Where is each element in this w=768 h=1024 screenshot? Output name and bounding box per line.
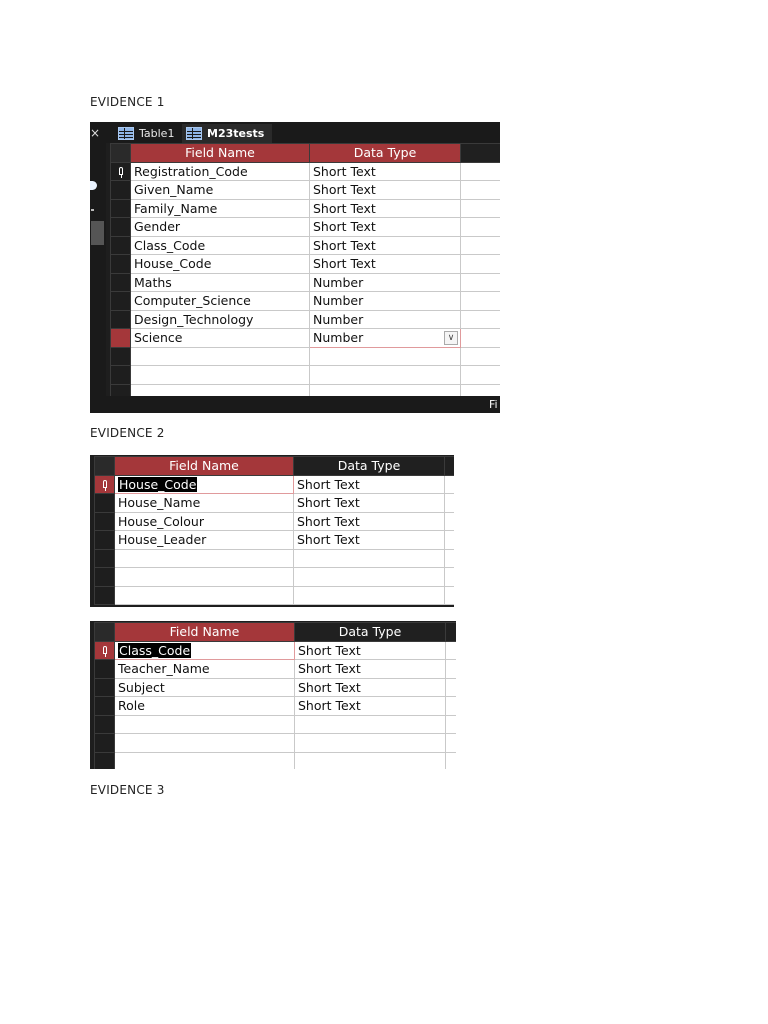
table-design-grid bbox=[110, 143, 500, 403]
row-selector[interactable] bbox=[95, 752, 115, 769]
row-selector[interactable] bbox=[111, 292, 131, 311]
table-row[interactable] bbox=[95, 641, 457, 660]
table-row[interactable] bbox=[111, 329, 501, 348]
field-name-cell[interactable] bbox=[115, 475, 294, 494]
data-type-cell[interactable] bbox=[295, 715, 446, 734]
data-type-text: Short Text bbox=[313, 163, 376, 179]
description-cell[interactable] bbox=[446, 641, 457, 660]
table-row[interactable] bbox=[95, 512, 455, 531]
data-type-text: Short Text bbox=[298, 642, 361, 658]
row-selector[interactable] bbox=[111, 273, 131, 292]
row-selector[interactable] bbox=[95, 586, 115, 605]
data-type-cell[interactable] bbox=[295, 660, 446, 679]
access-design-view-class bbox=[90, 621, 456, 769]
field-name-cell[interactable] bbox=[115, 715, 295, 734]
field-name-cell[interactable] bbox=[115, 752, 295, 769]
data-type-cell[interactable] bbox=[294, 549, 445, 568]
description-cell[interactable] bbox=[461, 199, 501, 218]
row-selector[interactable] bbox=[95, 660, 115, 679]
data-type-text: Short Text bbox=[313, 237, 376, 253]
description-cell[interactable] bbox=[461, 329, 501, 348]
data-type-cell[interactable] bbox=[310, 347, 461, 366]
data-type-cell[interactable] bbox=[294, 494, 445, 513]
row-selector[interactable] bbox=[111, 347, 131, 366]
description-cell[interactable] bbox=[461, 366, 501, 385]
primary-key-icon bbox=[103, 646, 107, 654]
data-type-text: Short Text bbox=[313, 182, 376, 198]
tab-label: Table1 bbox=[139, 127, 175, 140]
field-name-cell[interactable] bbox=[131, 329, 310, 348]
data-type-cell[interactable] bbox=[294, 512, 445, 531]
description-cell[interactable] bbox=[461, 181, 501, 200]
row-selector[interactable] bbox=[111, 366, 131, 385]
description-cell[interactable] bbox=[461, 273, 501, 292]
field-name-cell[interactable] bbox=[131, 366, 310, 385]
data-type-header[interactable]: Data Type bbox=[295, 623, 446, 642]
table-row[interactable] bbox=[111, 310, 501, 329]
field-name-text: Class_Code bbox=[119, 642, 191, 658]
empty-row[interactable] bbox=[95, 752, 457, 769]
field-name-text: Family_Name bbox=[134, 200, 218, 216]
data-type-text: Short Text bbox=[313, 256, 376, 272]
field-name-cell[interactable] bbox=[115, 568, 294, 587]
table-icon bbox=[186, 127, 202, 140]
data-type-text: Short Text bbox=[298, 679, 361, 695]
data-type-cell[interactable] bbox=[310, 218, 461, 237]
description-cell[interactable] bbox=[461, 236, 501, 255]
description-cell[interactable] bbox=[446, 715, 457, 734]
evidence-1-heading: EVIDENCE 1 bbox=[90, 95, 165, 109]
field-name-text: House_Code bbox=[119, 476, 197, 492]
nav-pane-marker bbox=[91, 209, 94, 211]
field-name-cell[interactable] bbox=[131, 162, 310, 181]
data-type-cell[interactable] bbox=[295, 641, 446, 660]
empty-row[interactable] bbox=[111, 366, 501, 385]
field-name-cell[interactable] bbox=[131, 218, 310, 237]
table-row[interactable] bbox=[111, 255, 501, 274]
field-name-text: Maths bbox=[134, 274, 172, 290]
data-type-cell[interactable] bbox=[310, 273, 461, 292]
data-type-text: Number bbox=[313, 274, 364, 290]
tab-m23tests[interactable] bbox=[182, 124, 272, 143]
row-selector[interactable] bbox=[111, 236, 131, 255]
field-name-text: House_Leader bbox=[118, 532, 207, 548]
data-type-text: Short Text bbox=[298, 661, 361, 677]
field-name-text: Given_Name bbox=[134, 182, 214, 198]
row-selector[interactable] bbox=[95, 641, 115, 660]
field-name-cell[interactable] bbox=[115, 494, 294, 513]
field-name-text: Teacher_Name bbox=[118, 661, 210, 677]
nav-pane-indicator bbox=[90, 181, 97, 190]
data-type-header[interactable]: Data Type bbox=[310, 144, 461, 163]
evidence-2-heading: EVIDENCE 2 bbox=[90, 426, 165, 440]
data-type-text: Short Text bbox=[313, 200, 376, 216]
field-name-cell[interactable] bbox=[131, 310, 310, 329]
access-design-view-m23tests bbox=[90, 122, 500, 413]
document-tab-bar bbox=[90, 122, 500, 143]
field-name-header[interactable]: Field Name bbox=[115, 457, 294, 476]
field-name-text: House_Colour bbox=[118, 513, 204, 529]
row-selector[interactable] bbox=[95, 475, 115, 494]
select-all-corner[interactable] bbox=[95, 457, 115, 476]
table-row[interactable] bbox=[95, 697, 457, 716]
data-type-cell[interactable] bbox=[310, 162, 461, 181]
field-name-text: Design_Technology bbox=[134, 311, 254, 327]
description-cell[interactable] bbox=[461, 292, 501, 311]
field-name-header[interactable]: Field Name bbox=[115, 623, 295, 642]
primary-key-icon bbox=[103, 480, 107, 488]
empty-row[interactable] bbox=[95, 586, 455, 605]
field-name-cell[interactable] bbox=[131, 236, 310, 255]
field-name-cell[interactable] bbox=[115, 678, 295, 697]
data-type-cell[interactable] bbox=[294, 568, 445, 587]
table-row[interactable] bbox=[95, 531, 455, 550]
field-name-text: Subject bbox=[118, 679, 165, 695]
description-header[interactable] bbox=[461, 144, 501, 163]
row-selector[interactable] bbox=[95, 568, 115, 587]
data-type-cell[interactable] bbox=[310, 292, 461, 311]
empty-row[interactable] bbox=[95, 734, 457, 753]
description-cell[interactable] bbox=[445, 531, 455, 550]
description-cell[interactable] bbox=[461, 310, 501, 329]
select-all-corner[interactable] bbox=[95, 623, 115, 642]
table-row[interactable] bbox=[111, 199, 501, 218]
field-name-cell[interactable] bbox=[115, 697, 295, 716]
description-cell[interactable] bbox=[445, 586, 455, 605]
empty-row[interactable] bbox=[111, 347, 501, 366]
data-type-text: Short Text bbox=[298, 698, 361, 714]
data-type-text: Short Text bbox=[313, 219, 376, 235]
status-text: Fi bbox=[489, 398, 498, 411]
data-type-text: Number bbox=[313, 293, 364, 309]
field-name-cell[interactable] bbox=[131, 255, 310, 274]
row-selector[interactable] bbox=[95, 678, 115, 697]
description-header[interactable] bbox=[445, 457, 455, 476]
table-design-grid bbox=[94, 622, 456, 769]
data-type-cell[interactable] bbox=[310, 366, 461, 385]
data-type-cell[interactable] bbox=[310, 329, 461, 348]
row-selector[interactable] bbox=[95, 734, 115, 753]
row-selector[interactable] bbox=[111, 329, 131, 348]
row-selector[interactable] bbox=[111, 255, 131, 274]
row-selector[interactable] bbox=[111, 218, 131, 237]
description-cell[interactable] bbox=[461, 347, 501, 366]
description-cell[interactable] bbox=[445, 475, 455, 494]
field-name-text: Gender bbox=[134, 219, 181, 235]
description-cell[interactable] bbox=[445, 549, 455, 568]
description-header[interactable] bbox=[446, 623, 457, 642]
row-selector[interactable] bbox=[95, 494, 115, 513]
description-cell[interactable] bbox=[445, 494, 455, 513]
row-selector[interactable] bbox=[95, 715, 115, 734]
field-name-cell[interactable] bbox=[131, 199, 310, 218]
table-row[interactable] bbox=[111, 181, 501, 200]
description-cell[interactable] bbox=[445, 512, 455, 531]
row-selector[interactable] bbox=[95, 531, 115, 550]
row-selector[interactable] bbox=[95, 549, 115, 568]
close-icon[interactable]: × bbox=[90, 126, 101, 140]
row-selector[interactable] bbox=[111, 162, 131, 181]
field-name-text: Science bbox=[134, 330, 183, 346]
data-type-cell[interactable] bbox=[294, 475, 445, 494]
row-selector[interactable] bbox=[111, 310, 131, 329]
data-type-cell[interactable] bbox=[294, 586, 445, 605]
field-name-cell[interactable] bbox=[131, 181, 310, 200]
field-name-cell[interactable] bbox=[115, 549, 294, 568]
description-cell[interactable] bbox=[446, 734, 457, 753]
table-row[interactable] bbox=[111, 162, 501, 181]
access-design-view-house bbox=[90, 455, 454, 607]
chevron-down-icon[interactable]: ∨ bbox=[444, 331, 458, 345]
table-row[interactable] bbox=[95, 475, 455, 494]
description-cell[interactable] bbox=[461, 162, 501, 181]
data-type-text: Short Text bbox=[297, 532, 360, 548]
data-type-cell[interactable] bbox=[295, 752, 446, 769]
field-name-cell[interactable] bbox=[115, 586, 294, 605]
data-type-cell[interactable] bbox=[310, 181, 461, 200]
data-type-cell[interactable] bbox=[295, 678, 446, 697]
data-type-cell[interactable] bbox=[294, 531, 445, 550]
table-row[interactable] bbox=[95, 494, 455, 513]
navigation-pane-edge bbox=[90, 143, 106, 413]
field-name-cell[interactable] bbox=[115, 512, 294, 531]
data-type-cell[interactable] bbox=[310, 199, 461, 218]
field-name-cell[interactable] bbox=[131, 273, 310, 292]
row-selector[interactable] bbox=[95, 697, 115, 716]
row-selector[interactable] bbox=[111, 199, 131, 218]
description-cell[interactable] bbox=[446, 697, 457, 716]
table-row[interactable] bbox=[111, 273, 501, 292]
data-type-header[interactable]: Data Type bbox=[294, 457, 445, 476]
description-cell[interactable] bbox=[446, 678, 457, 697]
description-cell[interactable] bbox=[461, 218, 501, 237]
field-name-text: Class_Code bbox=[134, 237, 206, 253]
field-name-text: Registration_Code bbox=[134, 163, 248, 179]
data-type-cell[interactable] bbox=[295, 697, 446, 716]
table-design-grid bbox=[94, 456, 454, 605]
table-row[interactable] bbox=[95, 660, 457, 679]
row-selector[interactable] bbox=[111, 181, 131, 200]
data-type-cell[interactable] bbox=[310, 236, 461, 255]
field-name-cell[interactable] bbox=[115, 734, 295, 753]
description-cell[interactable] bbox=[446, 660, 457, 679]
select-all-corner[interactable] bbox=[111, 144, 131, 163]
data-type-text: Short Text bbox=[297, 476, 360, 492]
empty-row[interactable] bbox=[95, 568, 455, 587]
empty-row[interactable] bbox=[95, 549, 455, 568]
table-row[interactable] bbox=[111, 236, 501, 255]
status-bar bbox=[90, 396, 500, 413]
data-type-cell[interactable] bbox=[295, 734, 446, 753]
field-name-cell[interactable] bbox=[115, 531, 294, 550]
field-name-cell[interactable] bbox=[131, 347, 310, 366]
description-cell[interactable] bbox=[446, 752, 457, 769]
field-name-text: Role bbox=[118, 698, 145, 714]
field-name-cell[interactable] bbox=[131, 292, 310, 311]
field-name-text: Computer_Science bbox=[134, 293, 251, 309]
field-name-header[interactable]: Field Name bbox=[131, 144, 310, 163]
table-row[interactable] bbox=[111, 218, 501, 237]
primary-key-icon bbox=[119, 167, 123, 175]
data-type-text: Short Text bbox=[297, 513, 360, 529]
field-name-text: House_Code bbox=[134, 256, 212, 272]
data-type-cell[interactable] bbox=[310, 255, 461, 274]
tab-label: M23tests bbox=[207, 127, 265, 140]
field-name-cell[interactable] bbox=[115, 660, 295, 679]
table-row[interactable] bbox=[111, 292, 501, 311]
nav-pane-scrollbar[interactable] bbox=[91, 221, 104, 245]
data-type-text: Short Text bbox=[297, 495, 360, 511]
row-selector[interactable] bbox=[95, 512, 115, 531]
data-type-cell[interactable] bbox=[310, 310, 461, 329]
data-type-text: Number bbox=[313, 311, 364, 327]
table-row[interactable] bbox=[95, 678, 457, 697]
field-name-cell[interactable] bbox=[115, 641, 295, 660]
field-name-text: House_Name bbox=[118, 495, 201, 511]
evidence-3-heading: EVIDENCE 3 bbox=[90, 783, 165, 797]
description-cell[interactable] bbox=[461, 255, 501, 274]
description-cell[interactable] bbox=[445, 568, 455, 587]
empty-row[interactable] bbox=[95, 715, 457, 734]
data-type-text: Number bbox=[313, 330, 364, 346]
table-icon bbox=[118, 127, 134, 140]
tab-table1[interactable] bbox=[114, 124, 180, 143]
